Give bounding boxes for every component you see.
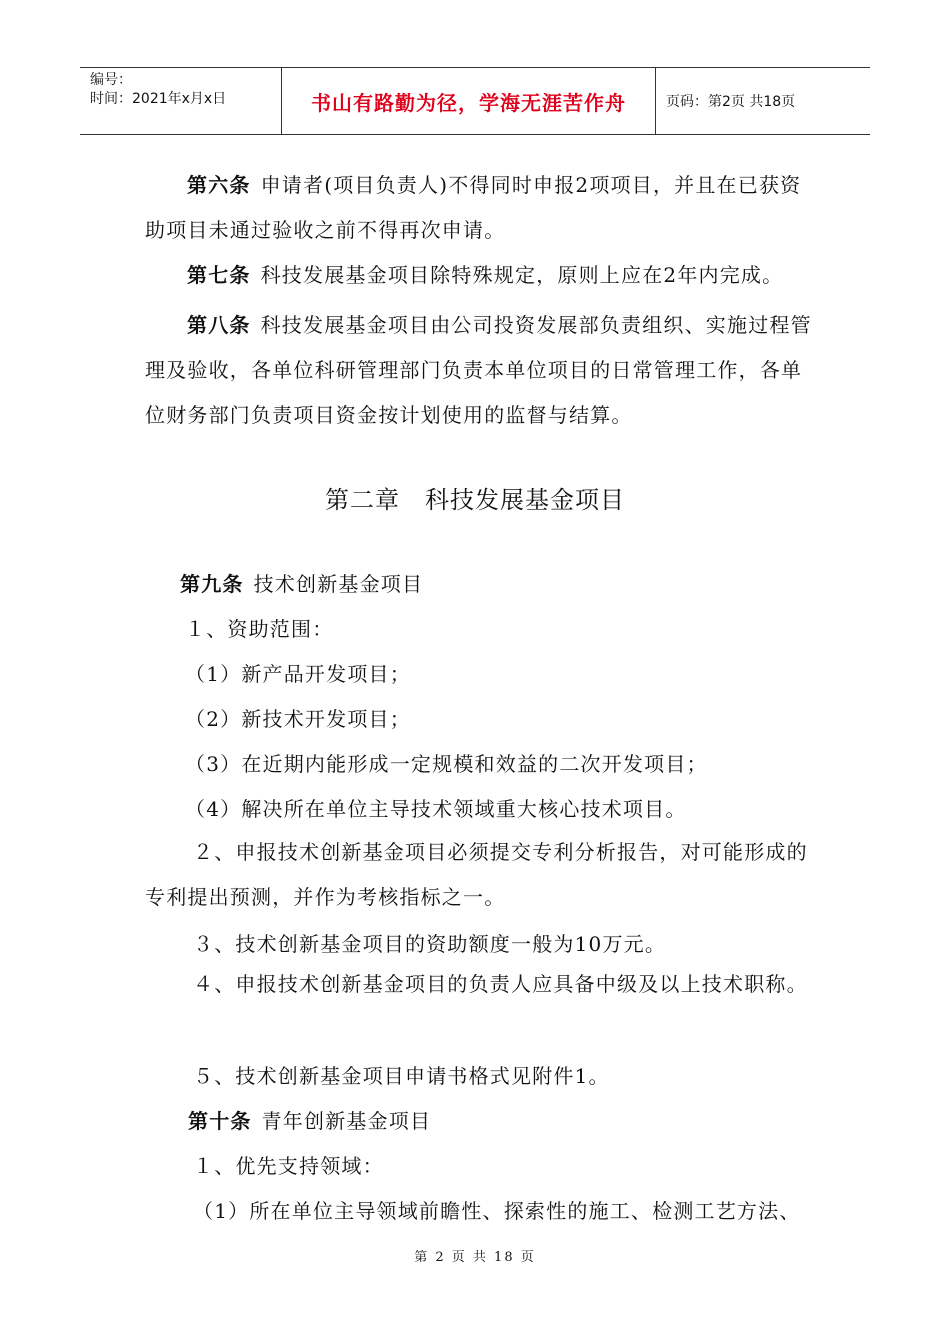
article-10-sub-1: （1）所在单位主导领域前瞻性、探索性的施工、检测工艺方法、 (193, 1199, 801, 1223)
article-9-item-3: ３、技术创新基金项目的资助额度一般为10万元。 (193, 932, 667, 956)
article-10-item-1: １、优先支持领域： (193, 1154, 384, 1178)
article-9-sub-2: （2）新技术开发项目； (185, 707, 411, 731)
article-8 (145, 303, 820, 438)
page-footer: 第 2 页 共 18 页 (414, 1250, 536, 1265)
number-label: 编号： (90, 72, 132, 88)
article-text: 青年创新基金项目 (261, 1109, 432, 1133)
article-title: 第七条 (187, 263, 251, 287)
time-label: 时间：2021年x月x日 (90, 91, 227, 107)
chapter-title: 第二章 科技发展基金项目 (325, 486, 625, 514)
article-text: 科技发展基金项目除特殊规定，原则上应在2年内完成。 (260, 263, 784, 287)
page-header (80, 67, 870, 135)
article-text: 申请者(项目负责人)不得同时申报2项项目，并且在已获资助项目未通过验收之前不得再次申请。 (145, 173, 802, 242)
article-9-item-5: ５、技术创新基金项目申请书格式见附件1。 (193, 1064, 610, 1088)
article-title: 第六条 (187, 173, 251, 197)
article-title: 第九条 (180, 572, 244, 596)
article-title: 第十条 (188, 1109, 252, 1133)
header-motto: 书山有路勤为径，学海无涯苦作舟 (282, 68, 656, 134)
article-9-item-2: ２、申报技术创新基金项目必须提交专利分析报告，对可能形成的专利提出预测，并作为考核指标之一。 (145, 840, 808, 909)
article-10-heading (188, 1105, 431, 1134)
header-info-cell (80, 68, 282, 134)
article-6 (145, 163, 820, 253)
header-page-info: 页码：第2页 共18页 (666, 94, 796, 110)
article-text: 科技发展基金项目由公司投资发展部负责组织、实施过程管理及验收，各单位科研管理部门负责本单位项目的日常管理工作，各单位财务部门负责项目资金按计划使用的监督与结算。 (145, 313, 812, 427)
article-9-heading (180, 568, 423, 597)
article-9-sub-4: （4）解决所在单位主导技术领域重大核心技术项目。 (185, 797, 687, 821)
article-title: 第八条 (187, 313, 251, 337)
article-9-item-1: １、资助范围： (185, 617, 334, 641)
article-9-sub-3: （3）在近期内能形成一定规模和效益的二次开发项目； (185, 752, 708, 776)
article-text: 技术创新基金项目 (253, 572, 424, 596)
article-9-sub-1: （1）新产品开发项目； (185, 662, 411, 686)
article-7 (145, 253, 820, 298)
article-9-item-4: ４、申报技术创新基金项目的负责人应具备中级及以上技术职称。 (193, 972, 808, 996)
